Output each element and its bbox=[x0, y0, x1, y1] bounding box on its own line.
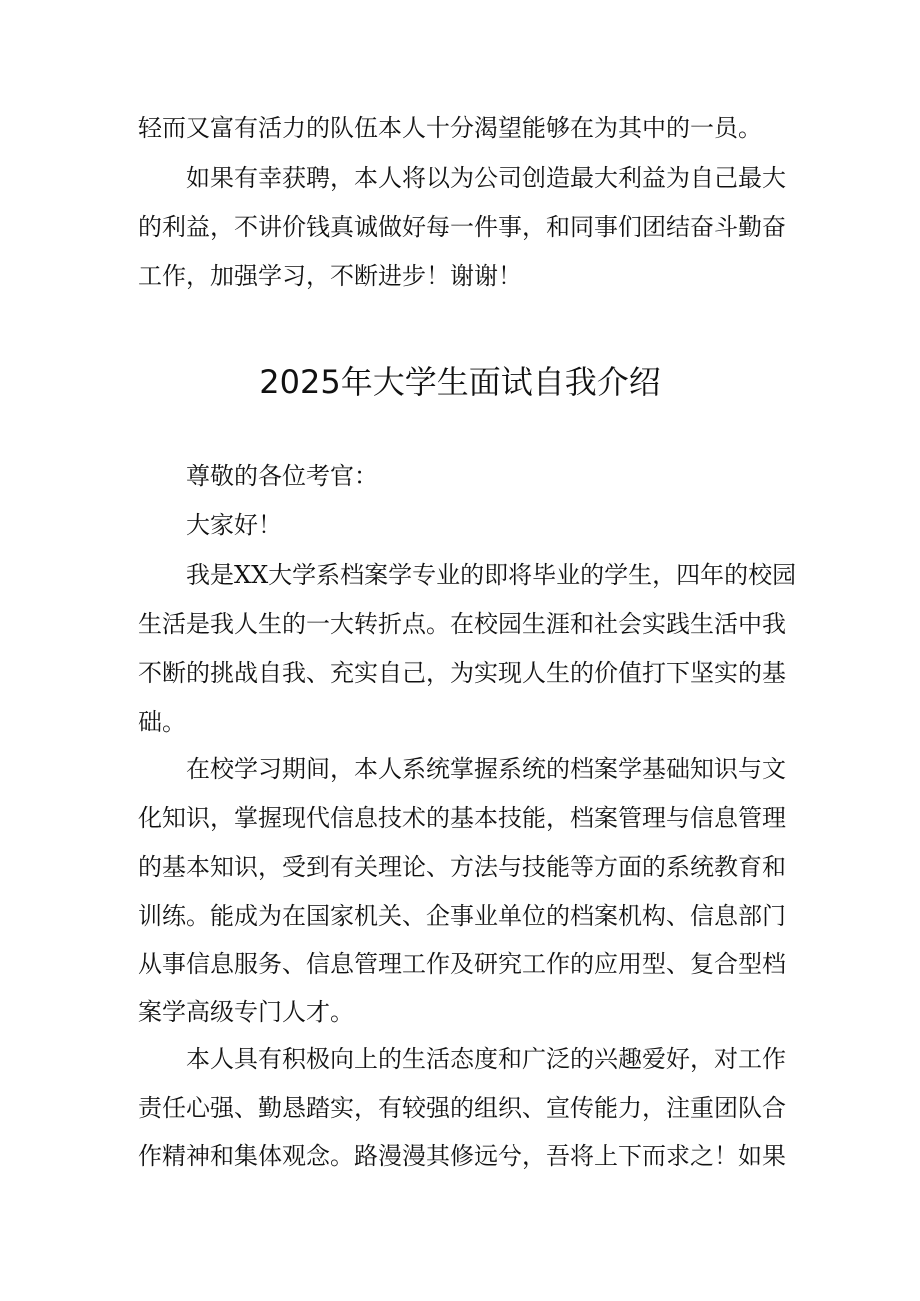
intro-line: 轻而又富有活力的队伍本人十分渴望能够在为其中的一员。 bbox=[138, 114, 762, 142]
intro-line: 工作，加强学习，不断进步！谢谢！ bbox=[138, 262, 522, 290]
paragraph-line: 在校学习期间，本人系统掌握系统的档案学基础知识与文 bbox=[186, 755, 786, 783]
intro-line: 如果有幸获聘，本人将以为公司创造最大利益为自己最大 bbox=[186, 164, 786, 192]
paragraph-line: 础。 bbox=[138, 708, 186, 736]
paragraph-line: 化知识，掌握现代信息技术的基本技能，档案管理与信息管理 bbox=[138, 804, 786, 832]
paragraph-line: 我是XX大学系档案学专业的即将毕业的学生，四年的校园 bbox=[186, 561, 797, 589]
salutation: 尊敬的各位考官： bbox=[186, 462, 378, 490]
paragraph-line: 生活是我人生的一大转折点。在校园生涯和社会实践生活中我 bbox=[138, 610, 786, 638]
paragraph-line: 不断的挑战自我、充实自己，为实现人生的价值打下坚实的基 bbox=[138, 659, 786, 687]
paragraph-line: 的基本知识，受到有关理论、方法与技能等方面的系统教育和 bbox=[138, 853, 786, 881]
document-title: 2025年大学生面试自我介绍 bbox=[259, 363, 661, 401]
paragraph-line: 训练。能成为在国家机关、企事业单位的档案机构、信息部门 bbox=[138, 902, 786, 930]
intro-line: 的利益，不讲价钱真诚做好每一件事，和同事们团结奋斗勤奋 bbox=[138, 213, 786, 241]
paragraph-line: 责任心强、勤恳踏实，有较强的组织、宣传能力，注重团队合 bbox=[138, 1094, 786, 1122]
paragraph-line: 本人具有积极向上的生活态度和广泛的兴趣爱好，对工作 bbox=[186, 1045, 786, 1073]
paragraph-line: 作精神和集体观念。路漫漫其修远兮，吾将上下而求之！如果 bbox=[138, 1142, 786, 1170]
greeting: 大家好！ bbox=[186, 511, 282, 539]
paragraph-line: 案学高级专门人才。 bbox=[138, 998, 354, 1026]
paragraph-line: 从事信息服务、信息管理工作及研究工作的应用型、复合型档 bbox=[138, 950, 786, 978]
